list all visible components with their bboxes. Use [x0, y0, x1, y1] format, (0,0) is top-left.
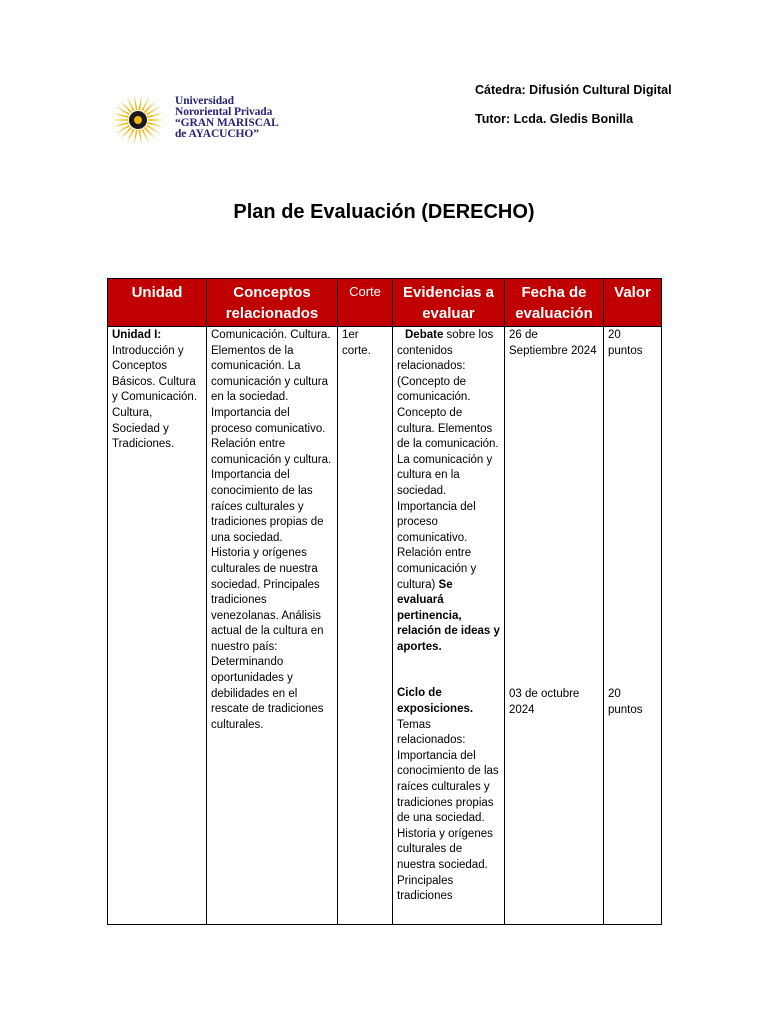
sun-ray	[148, 119, 165, 121]
fecha-2: 03 de octubre 2024	[509, 688, 580, 716]
university-name	[175, 96, 279, 140]
cell-corte	[338, 327, 393, 925]
fecha-1: 26 de Septiembre 2024	[509, 329, 597, 357]
sun-ray	[134, 130, 137, 146]
sun-ray	[147, 122, 164, 127]
sun-ray	[120, 127, 132, 139]
sun-ray	[112, 122, 129, 127]
sun-ray	[134, 95, 137, 111]
evidencia-1-title: Debate	[405, 329, 444, 341]
tutor-label: Tutor: Lcda. Gledis Bonilla	[475, 112, 634, 126]
logo-line-2: Nororiental Privada	[175, 106, 273, 118]
cell-evidencias	[393, 327, 505, 925]
header-corte: Corte	[338, 279, 393, 327]
logo-line-3: “GRAN MARISCAL	[175, 117, 279, 129]
table-header-row	[108, 279, 662, 327]
cell-fecha	[505, 327, 604, 925]
sun-ray	[120, 101, 132, 114]
valor-2: 20 puntos	[608, 688, 643, 716]
logo-line-1: Universidad	[175, 95, 234, 107]
conceptos-part-2: Historia y orígenes culturales de nuestra sociedad. Principales tradiciones venezolanas. Análisis actual de la cultura en nuestro país: Determinando oportunidades y debilidades en el rescate de tradiciones culturales.	[211, 547, 324, 731]
corte-value: 1er corte.	[342, 329, 371, 357]
evidencia-1-text: sobre los contenidos relacionados: (Concepto de comunicación. Concepto de cultura. Elementos de la comunicación. La comunicación y cultura en la sociedad. Importancia del proceso comunicativo. Relación entre comunicación y cultura)	[397, 329, 499, 591]
cell-valor	[604, 327, 662, 925]
sun-ray	[139, 130, 142, 146]
sun-ray	[144, 101, 156, 114]
header-valor: Valor	[604, 279, 662, 327]
evidencia-1-criteria: Se evaluará pertinencia, relación de ideas y aportes.	[397, 578, 500, 653]
university-logo	[107, 92, 297, 148]
sun-ray	[111, 119, 128, 121]
sun-ray	[139, 95, 142, 111]
unidad-title: Unidad I:	[112, 329, 162, 341]
sun-ray	[144, 127, 156, 139]
header-evidencias: Evidencias a evaluar	[393, 279, 505, 327]
evidencia-1	[397, 328, 500, 655]
header-conceptos: Conceptos relacionados	[207, 279, 338, 327]
conceptos-part-1: Comunicación. Cultura. Elementos de la comunicación. La comunicación y cultura en la sociedad. Importancia del proceso comunicativo. Relación entre comunicación y cultura. Importancia del conocimiento de las raíces culturales y tradiciones propias de una sociedad.	[211, 329, 332, 544]
logo-line-4: de AYACUCHO”	[175, 128, 259, 140]
cell-conceptos	[207, 327, 338, 925]
header-fecha: Fecha de evaluación	[505, 279, 604, 327]
sun-emblem-icon	[107, 92, 169, 148]
evidencia-2-text: Temas relacionados: Importancia del conocimiento de las raíces culturales y tradiciones propias de una sociedad. Historia y orígenes culturales de nuestra sociedad. Principales tradiciones	[397, 718, 499, 903]
sun-ray	[112, 113, 129, 118]
sun-ray	[147, 113, 164, 118]
catedra-label: Cátedra: Difusión Cultural Digital	[475, 83, 672, 97]
header-unidad: Unidad	[108, 279, 207, 327]
course-info	[475, 81, 672, 139]
page-title: Plan de Evaluación (DERECHO)	[233, 201, 535, 223]
evaluation-plan-table	[107, 278, 662, 925]
cell-unidad	[108, 327, 207, 925]
evidencia-2-title: Ciclo de exposiciones.	[397, 687, 474, 716]
valor-1: 20 puntos	[608, 329, 643, 357]
table-row	[108, 327, 662, 925]
unidad-description: Introducción y Conceptos Básicos. Cultura y Comunicación. Cultura, Sociedad y Tradiciones.	[112, 344, 198, 451]
